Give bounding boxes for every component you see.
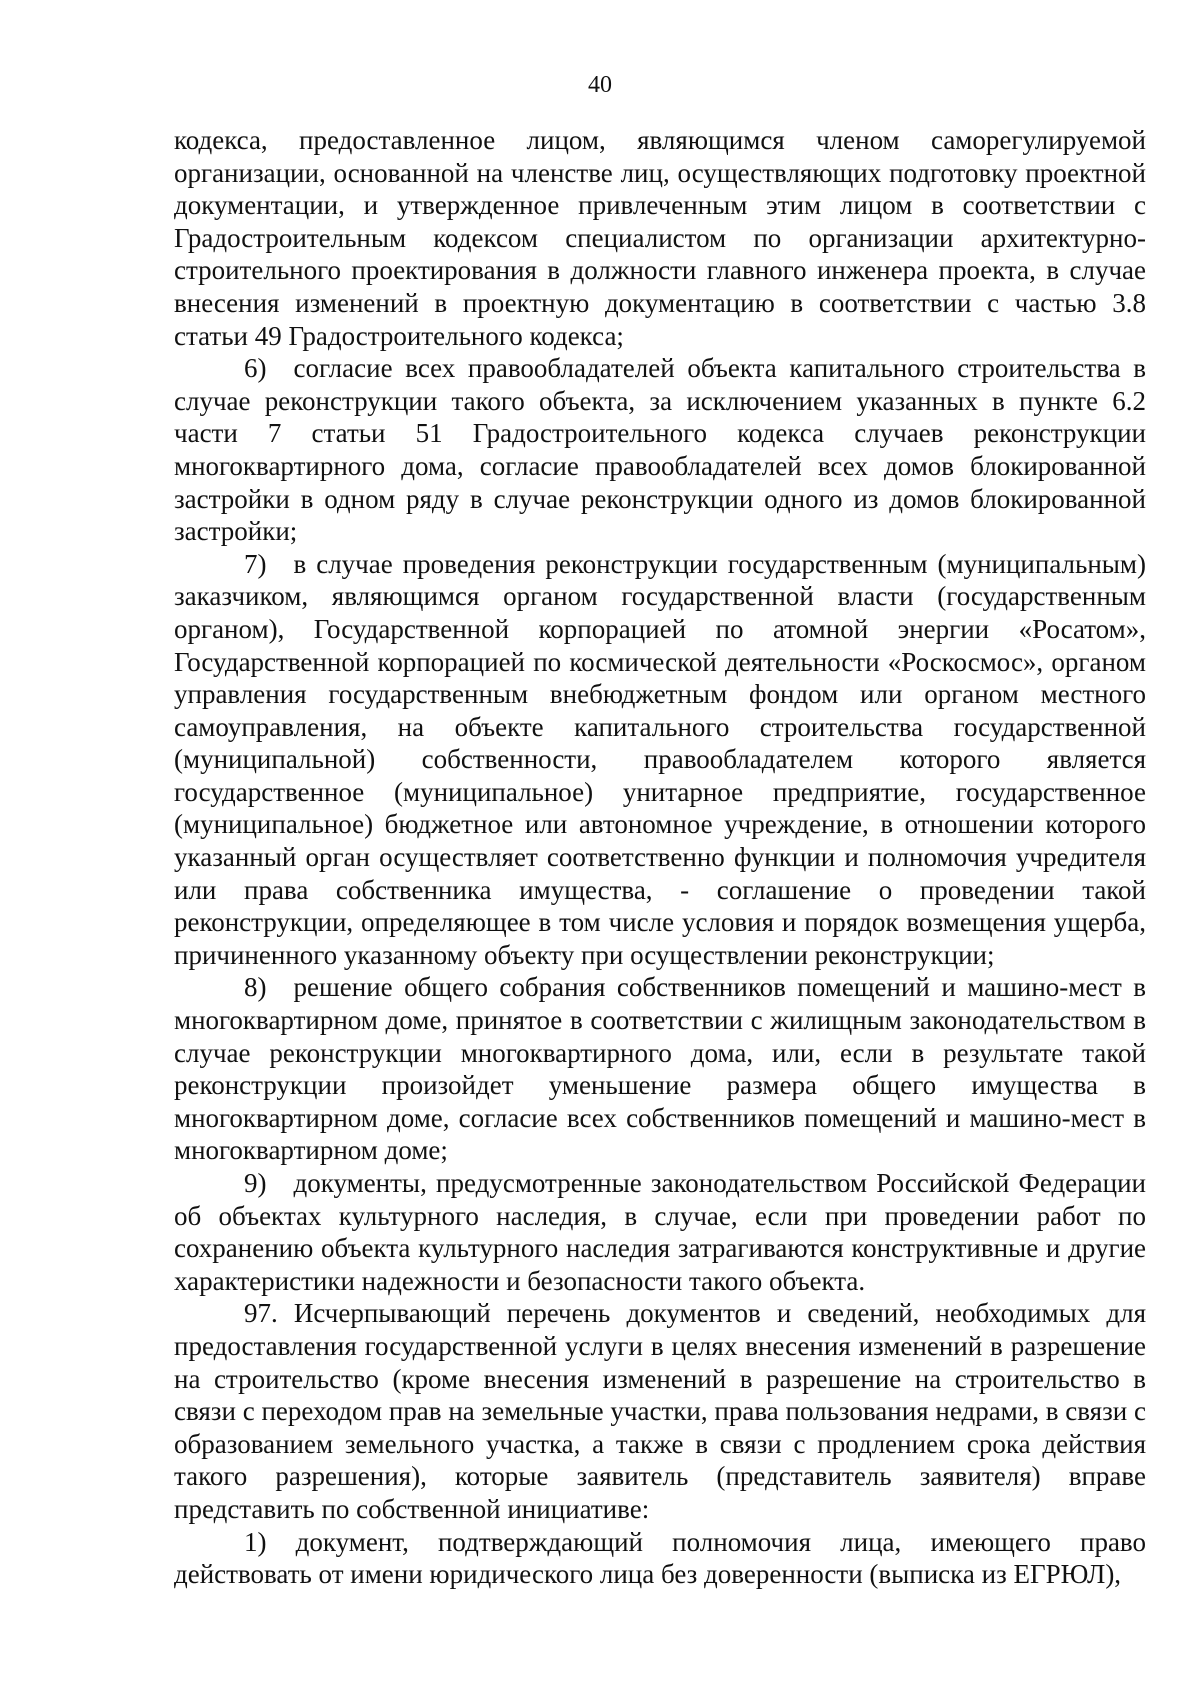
paragraph-continuation: кодекса, предоставленное лицом, являющимся членом саморегулируемой организации, основанной на членстве лиц, осуществляющих подготовку проектной документации, и утвержденное привлеченным этим лицом в соответствии с Градостроительным кодексом специалистом по организации архитектурно-строительного проектирования в должности главного инженера проекта, в случае внесения изменений в проектную документацию в соответствии с частью 3.8 статьи 49 Градостроительного кодекса; [174, 125, 1146, 351]
paragraph-item-7: 7) в случае проведения реконструкции государственным (муниципальным) заказчиком, являющимся органом государственной власти (государственным органом), Государственной корпорацией по атомной энергии «Росатом», Государственной корпорацией по космической деятельности «Роскосмос», органом управления государственным внебюджетным фондом или органом местного самоуправления, на объекте капитального строительства государственной (муниципальной) собственности, правообладателем которого является государственное (муниципальное) унитарное предприятие, государственное (муниципальное) бюджетное или автономное учреждение, в отношении которого указанный орган осуществляет соответственно функции и полномочия учредителя или права собственника имущества, - соглашение о проведении такой реконструкции, определяющее в том числе условия и порядок возмещения ущерба, причиненного указанному объекту при осуществлении реконструкции; [174, 548, 1146, 970]
paragraph-item-1: 1) документ, подтверждающий полномочия лица, имеющего право действовать от имени юридического лица без доверенности (выписка из ЕГРЮЛ), [174, 1526, 1146, 1590]
paragraph-clause-97: 97. Исчерпывающий перечень документов и сведений, необходимых для предоставления государственной услуги в целях внесения изменений в разрешение на строительство (кроме внесения изменений в разрешение на строительство в связи с переходом прав на земельные участки, права пользования недрами, в связи с образованием земельного участка, а также в связи с продлением срока действия такого разрешения), которые заявитель (представитель заявителя) вправе представить по собственной инициативе: [174, 1298, 1146, 1524]
paragraph-item-9: 9) документы, предусмотренные законодательством Российской Федерации об объектах культурного наследия, в случае, если при проведении работ по сохранению объекта культурного наследия затрагиваются конструктивные и другие характеристики надежности и безопасности такого объекта. [174, 1168, 1146, 1296]
paragraph-item-8: 8) решение общего собрания собственников помещений и машино-мест в многоквартирном доме, принятое в соответствии с жилищным законодательством в случае реконструкции многоквартирного дома, или, если в результате такой реконструкции произойдет уменьшение размера общего имущества в многоквартирном доме, согласие всех собственников помещений и машино-мест в многоквартирном доме; [174, 972, 1146, 1166]
page-body [174, 124, 1146, 1591]
paragraph-item-6: 6) согласие всех правообладателей объекта капитального строительства в случае реконструкции такого объекта, за исключением указанных в пункте 6.2 части 7 статьи 51 Градостроительного кодекса случаев реконструкции многоквартирного дома, согласие правообладателей всех домов блокированной застройки в одном ряду в случае реконструкции одного из домов блокированной застройки; [174, 353, 1146, 547]
page-number: 40 [588, 72, 612, 98]
